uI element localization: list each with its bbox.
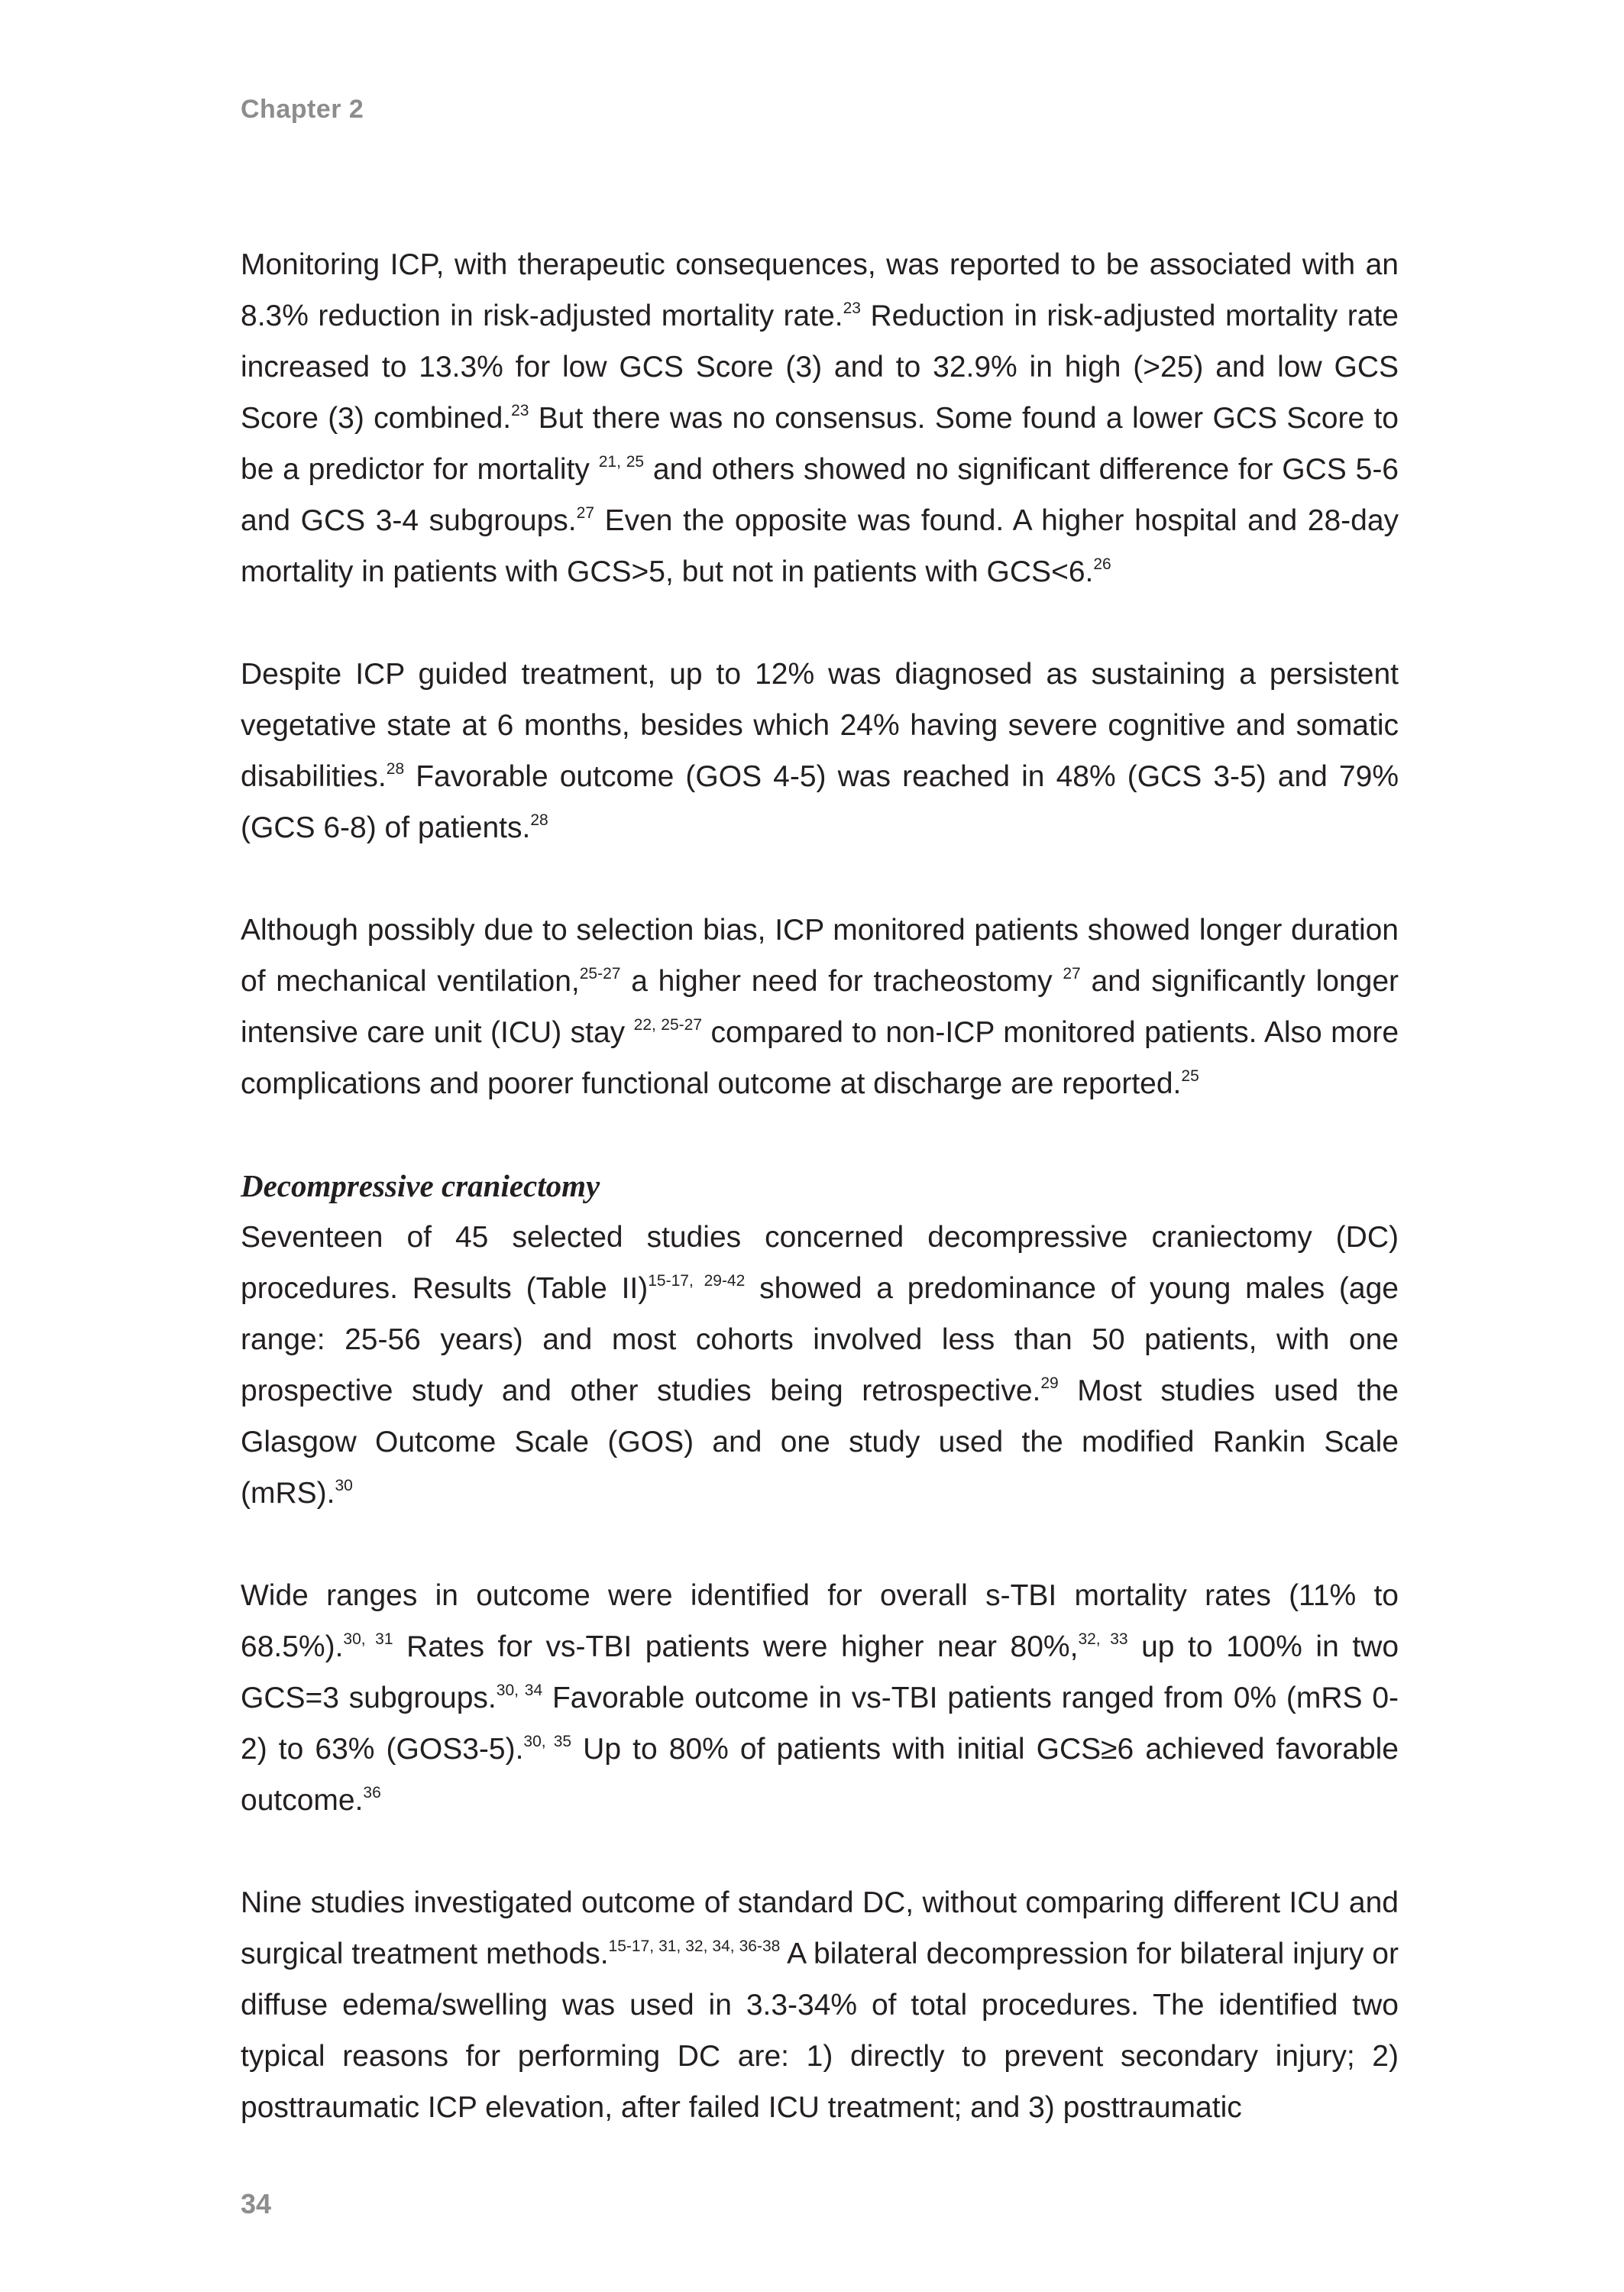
text-segment: and significantly longer intensive care unit (ICU) stay <box>241 965 1399 1049</box>
running-head: Chapter 2 <box>241 95 364 124</box>
paragraph-dc-outcome-ranges <box>241 1570 1399 1826</box>
text-segment: Despite ICP guided treatment, up to 12% was diagnosed as sustaining a persistent vegetative state at 6 months, besides which 24% having severe cognitive and somatic disabilities. <box>241 658 1399 793</box>
citation: 23 <box>843 299 861 317</box>
citation: 30, 34 <box>496 1682 543 1699</box>
text-segment: Seventeen of 45 selected studies concerned decompressive craniectomy (DC) procedures. Results (Table II) <box>241 1221 1399 1305</box>
text-segment: Wide ranges in outcome were identified for overall s-TBI mortality rates (11% to 68.5%). <box>241 1579 1399 1663</box>
citation: 22, 25-27 <box>633 1016 703 1034</box>
text-segment: Even the opposite was found. A higher hospital and 28-day mortality in patients with GCS>5, but not in patients with GCS<6. <box>241 504 1399 588</box>
text-segment: up to 100% in two GCS=3 subgroups. <box>241 1630 1399 1714</box>
citation: 27 <box>1063 965 1081 983</box>
citation: 36 <box>363 1784 381 1802</box>
citation: 30, 31 <box>343 1630 393 1648</box>
text-segment: A bilateral decompression for bilateral injury or diffuse edema/swelling was used in 3.3-34% of total procedures. The identified two typical reasons for performing DC are: 1) directly to prevent secondary injury; 2) posttraumatic ICP elevation, after failed ICU treatment; and 3) posttraumatic <box>241 1938 1399 2124</box>
text-segment: Monitoring ICP, with therapeutic consequences, was reported to be associated with an 8.3% reduction in risk-adjusted mortality rate. <box>241 248 1399 332</box>
text-segment: Rates for vs-TBI patients were higher near 80%, <box>393 1630 1079 1663</box>
citation: 28 <box>386 760 405 778</box>
paragraph-standard-dc <box>241 1877 1399 2133</box>
text-segment: Most studies used the Glasgow Outcome Scale (GOS) and one study used the modified Rankin Scale (mRS). <box>241 1374 1399 1510</box>
citation: 32, 33 <box>1078 1630 1128 1648</box>
text-segment: Although possibly due to selection bias, ICP monitored patients showed longer duration of mechanical ventilation, <box>241 914 1399 998</box>
citation: 30, 35 <box>523 1733 572 1750</box>
citation: 23 <box>511 402 529 419</box>
body-text <box>241 239 1399 2133</box>
text-segment: Favorable outcome (GOS 4-5) was reached in 48% (GCS 3-5) and 79% (GCS 6-8) of patients. <box>241 760 1399 844</box>
citation: 27 <box>576 504 595 522</box>
citation: 21, 25 <box>598 453 645 471</box>
paragraph-dc-studies <box>241 1212 1399 1519</box>
citation: 25-27 <box>579 965 621 983</box>
text-segment: showed a predominance of young males (age range: 25-56 years) and most cohorts involved less than 50 patients, with one prospective study and other studies being retrospective. <box>241 1272 1399 1407</box>
citation: 30 <box>335 1477 353 1494</box>
citation: 28 <box>530 811 548 829</box>
text-segment: Reduction in risk-adjusted mortality rate increased to 13.3% for low GCS Score (3) and to 32.9% in high (>25) and low GCS Score (3) combined. <box>241 299 1399 435</box>
text-segment: a higher need for tracheostomy <box>620 965 1063 998</box>
citation: 26 <box>1093 555 1111 573</box>
paragraph-icp-mortality <box>241 239 1399 597</box>
citation: 15-17, 31, 32, 34, 36-38 <box>608 1938 781 1955</box>
text-segment: and others showed no significant difference for GCS 5-6 and GCS 3-4 subgroups. <box>241 453 1399 537</box>
text-segment: Favorable outcome in vs-TBI patients ranged from 0% (mRS 0-2) to 63% (GOS3-5). <box>241 1682 1399 1766</box>
paragraph-icp-outcome <box>241 649 1399 853</box>
text-segment: Nine studies investigated outcome of standard DC, without comparing different ICU and surgical treatment methods. <box>241 1886 1399 1970</box>
paragraph-icp-selection-bias <box>241 905 1399 1109</box>
citation: 29 <box>1040 1374 1059 1392</box>
page-number: 34 <box>241 2188 272 2219</box>
section-heading: Decompressive craniectomy <box>241 1168 600 1203</box>
text-segment: But there was no consensus. Some found a lower GCS Score to be a predictor for mortality <box>241 402 1399 486</box>
text-segment: Up to 80% of patients with initial GCS≥6 achieved favorable outcome. <box>241 1733 1399 1817</box>
citation: 25 <box>1181 1067 1199 1085</box>
text-segment: compared to non-ICP monitored patients. Also more complications and poorer functional outcome at discharge are reported. <box>241 1016 1399 1100</box>
citation: 15-17, 29-42 <box>648 1272 746 1290</box>
